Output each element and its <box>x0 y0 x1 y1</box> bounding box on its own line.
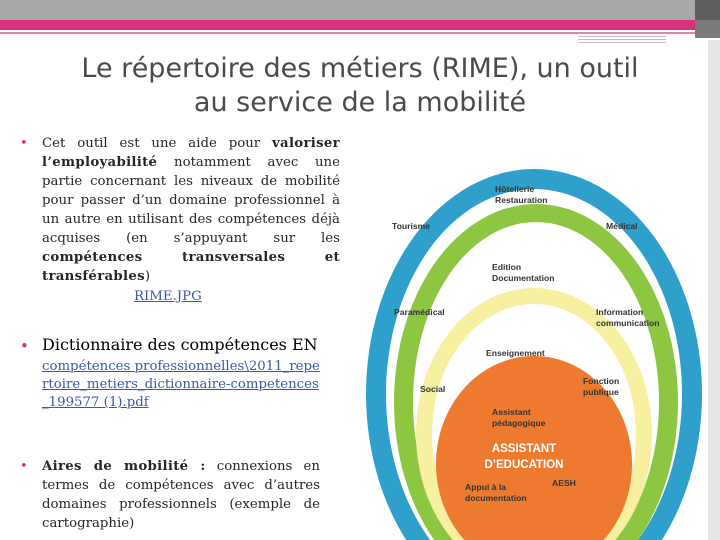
header-bar <box>0 0 720 38</box>
label-appui: Appui à la <box>465 482 507 492</box>
label-restauration: Restauration <box>495 195 548 205</box>
bullet-3-bold: Aires de mobilité : <box>42 459 206 474</box>
header-dark-right <box>695 20 720 38</box>
label-social: Social <box>420 384 446 394</box>
header-gray-band <box>0 0 695 20</box>
slide-title-line1: Le répertoire des métiers (RIME), un outil <box>81 53 639 84</box>
label-documentation: Documentation <box>492 273 555 283</box>
bullet-2-text: Dictionnaire des compétences EN <box>42 335 318 354</box>
label-aesh: AESH <box>552 478 576 488</box>
mobility-areas-diagram <box>364 152 704 540</box>
rime-jpg-link[interactable]: RIME.JPG <box>134 289 202 304</box>
label-publique: publique <box>583 387 619 397</box>
label-appui-documentation: documentation <box>465 493 527 503</box>
bullet-3-text: Aires de mobilité : connexions en termes de compétences avec d’autres domaines professionnels (exemple de cartographie) <box>42 459 320 531</box>
label-medical: Médical <box>606 221 638 231</box>
header-pink-line <box>0 32 695 34</box>
bullet-1-marker: • <box>20 136 28 151</box>
label-edition: Edition <box>492 262 522 272</box>
bullet-3-marker: • <box>20 459 28 474</box>
header-stripes <box>578 36 698 44</box>
label-communication: communication <box>596 318 660 328</box>
bullet-1-bold-employabilite: valoriser l’employabilité <box>42 136 340 170</box>
bullet-1-bold-competences: compétences transversales et transférables <box>42 250 340 284</box>
label-tourisme: Tourisme <box>392 221 431 231</box>
slide-title-line2: au service de la mobilité <box>193 87 527 118</box>
label-assistant-educ-1: ASSISTANT <box>491 443 557 455</box>
bullet-1-text: Cet outil est une aide pour valoriser l’employabilité notamment avec une partie concernant les niveaux de mobilité pour passer d’un domaine professionnel à un autre en utilisant des compétences déjà acquises (en s’appuyant sur les compétences transversales et transférables) <box>42 136 340 284</box>
header-pink-band <box>0 20 695 30</box>
label-assistant: Assistant <box>492 407 531 417</box>
label-fonction: Fonction <box>583 376 620 386</box>
label-pedagogique: pédagogique <box>492 418 546 428</box>
label-enseignement: Enseignement <box>486 348 545 358</box>
header-dark-block <box>695 0 720 20</box>
label-assistant-educ-2: D’EDUCATION <box>484 459 564 471</box>
label-information: Information <box>596 307 644 317</box>
right-edge-band <box>708 40 720 540</box>
dictionnaire-pdf-link[interactable]: compétences professionnelles\2011_repertoire_metiers_dictionnaire-competences_199577 (1).pdf <box>42 359 320 410</box>
slide-title <box>30 52 690 120</box>
label-hotellerie: Hôtellerie <box>495 184 535 194</box>
bullet-2-marker: • <box>20 337 29 355</box>
label-paramedical: Paramédical <box>394 307 445 317</box>
